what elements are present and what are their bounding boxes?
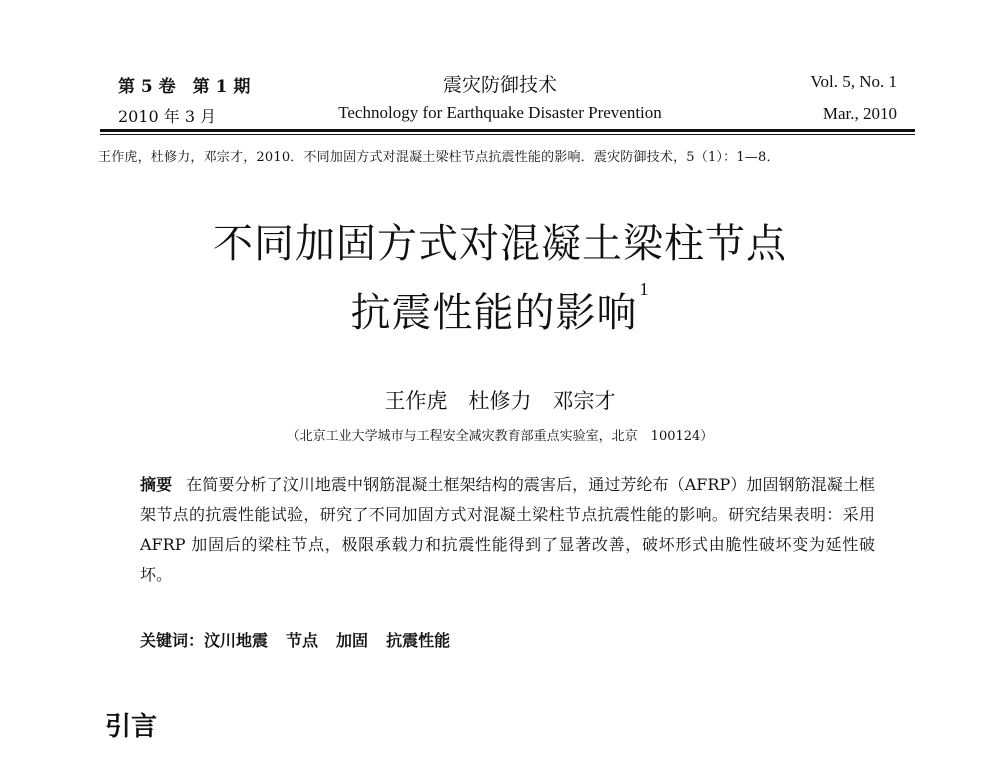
keyword-item: 抗震性能 bbox=[386, 631, 451, 650]
title-footnote-mark[interactable]: 1 bbox=[639, 279, 650, 299]
journal-date-en: Mar., 2010 bbox=[822, 104, 897, 123]
abstract-label: 摘要 bbox=[140, 475, 173, 494]
paper-title-line2 bbox=[0, 281, 1000, 338]
keyword-item: 汶川地震 bbox=[204, 631, 269, 650]
authors: 王作虎 杜修力 邓宗才 bbox=[384, 389, 616, 413]
paper-title-line1: 不同加固方式对混凝土梁柱节点 bbox=[213, 221, 787, 267]
abstract bbox=[140, 470, 875, 590]
journal-date-cn: 2010 年 3 月 bbox=[118, 107, 217, 126]
citation-line: 王作虎，杜修力，邓宗才，2010．不同加固方式对混凝土梁柱节点抗震性能的影响．震灾防御技术，5（1）：1—8． bbox=[98, 150, 780, 165]
keyword-item: 加固 bbox=[336, 631, 369, 650]
journal-name-cn: 震灾防御技术 bbox=[442, 74, 557, 96]
paper-title-line2-text: 抗震性能的影响 bbox=[350, 290, 638, 336]
journal-name-en: Technology for Earthquake Disaster Prevention bbox=[338, 103, 662, 122]
journal-volume-issue-en: Vol. 5, No. 1 bbox=[810, 72, 897, 91]
header-rule-thin bbox=[100, 134, 915, 135]
header-rule-thick bbox=[100, 129, 915, 132]
section-heading-introduction: 引言 bbox=[105, 712, 158, 742]
keyword-item: 节点 bbox=[286, 631, 319, 650]
abstract-text: 在简要分析了汶川地震中钢筋混凝土框架结构的震害后，通过芳纶布（AFRP）加固钢筋混凝土框架节点的抗震性能试验，研究了不同加固方式对混凝土梁柱节点抗震性能的影响。研究结果表明：采用 AFRP 加固后的梁柱节点，极限承载力和抗震性能得到了显著改善，破坏形式由脆性破坏变为延性破坏。 bbox=[140, 475, 875, 584]
affiliation: （北京工业大学城市与工程安全减灾教育部重点实验室，北京 100124） bbox=[286, 429, 714, 444]
keywords bbox=[140, 628, 468, 651]
keywords-label: 关键词： bbox=[140, 631, 205, 650]
journal-volume-issue-cn: 第 5 卷 第 1 期 bbox=[118, 77, 251, 97]
